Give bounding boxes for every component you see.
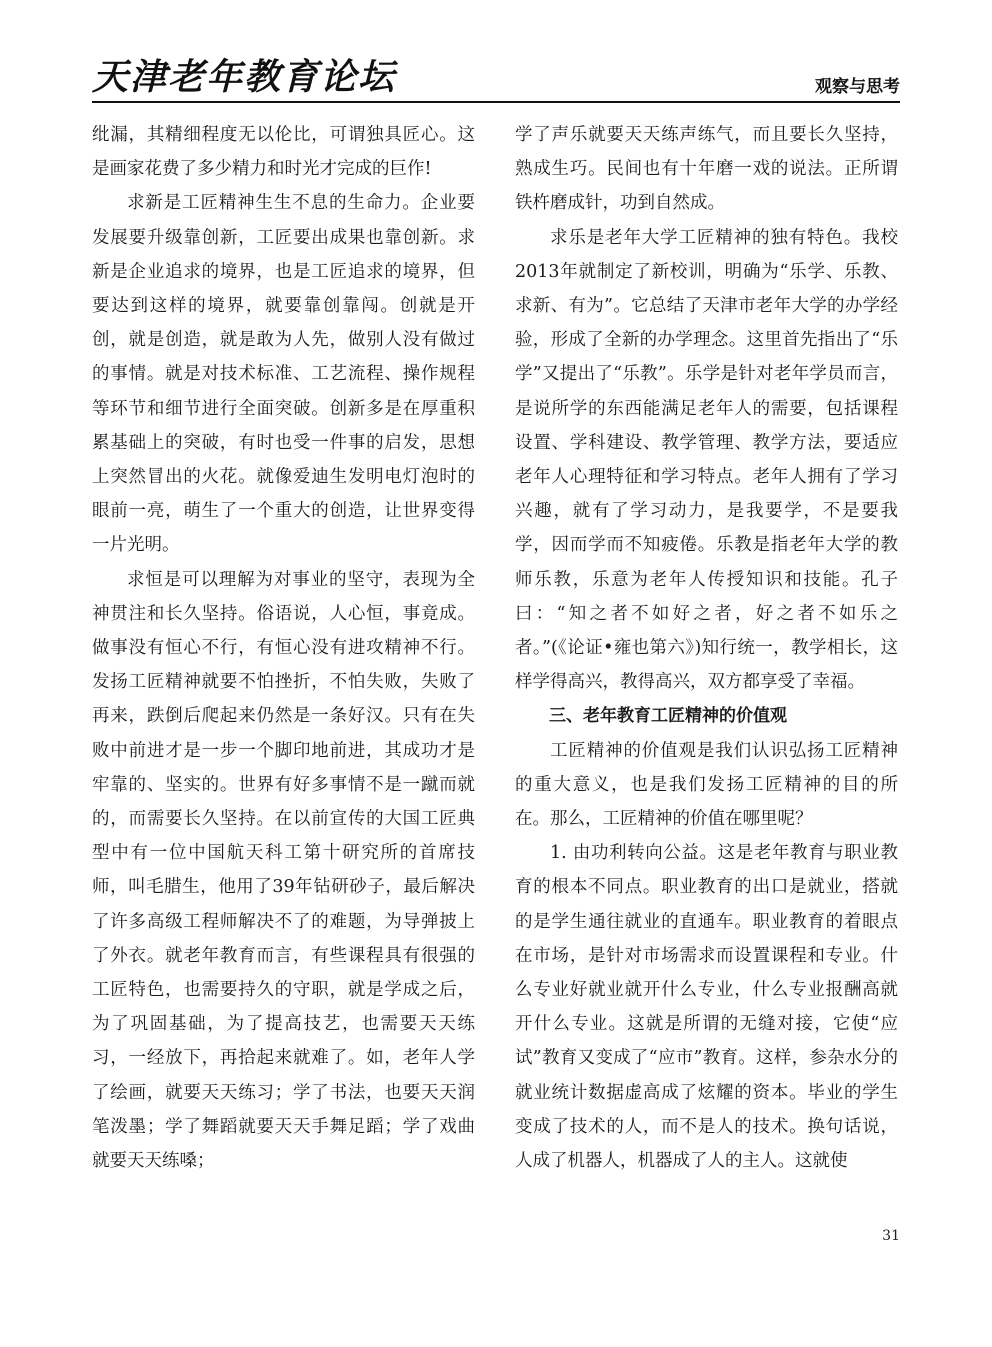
section-label: 观察与思考 [815, 77, 900, 97]
paragraph: 学了声乐就要天天练声练气，而且要长久坚持，熟成生巧。民间也有十年磨一戏的说法。正所谓铁杵磨成针，功到自然成。 [515, 125, 898, 214]
paragraph: 求乐是老年大学工匠精神的独有特色。我校2013年就制定了新校训，明确为“乐学、乐教、求新、有为”。它总结了天津市老年大学的办学经验，形成了全新的办学理念。这里首先指出了“乐学”又提出了“乐教”。乐学是针对老年学员而言，是说所学的东西能满足老年人的需要，包括课程设置、学科建设、教学管理、教学方法，要适应老年人心理特征和学习特点。老年人拥有了学习兴趣，就有了学习动力，是我要学，不是要我学，因而学而不知疲倦。乐教是指老年大学的教师乐教，乐意为老年人传授知识和技能。孔子曰：“知之者不如好之者，好之者不如乐之者。”(《论证•雍也第六》)知行统一，教学相长，这样学得高兴，教得高兴，双方都享受了幸福。 [515, 227, 898, 693]
paragraph: 工匠精神的价值观是我们认识弘扬工匠精神的重大意义，也是我们发扬工匠精神的目的所在。那么，工匠精神的价值在哪里呢？ [515, 740, 898, 830]
right-column [515, 118, 898, 1178]
paragraph: 1. 由功利转向公益。这是老年教育与职业教育的根本不同点。职业教育的出口是就业，搭就的是学生通往就业的直通车。职业教育的着眼点在市场，是针对市场需求而设置课程和专业。什么专业好就业就开什么专业，什么专业报酬高就开什么专业。这就是所谓的无缝对接，它使“应试”教育又变成了“应市”教育。这样，参杂水分的就业统计数据虚高成了炫耀的资本。毕业的学生变成了技术的人，而不是人的技术。换句话说，人成了机器人，机器成了人的主人。这就使 [515, 843, 898, 1172]
header-divider [92, 101, 900, 103]
left-column [92, 118, 475, 1178]
page-number: 31 [882, 1228, 900, 1244]
paragraph: 纰漏，其精细程度无以伦比，可谓独具匠心。这是画家花费了多少精力和时光才完成的巨作! [92, 125, 475, 180]
paragraph: 求新是工匠精神生生不息的生命力。企业要发展要升级靠创新，工匠要出成果也靠创新。求新是企业追求的境界，也是工匠追求的境界，但要达到这样的境界，就要靠创靠闯。创就是开创，就是创造，就是敢为人先，做别人没有做过的事情。就是对技术标准、工艺流程、操作规程等环节和细节进行全面突破。创新多是在厚重积累基础上的突破，有时也受一件事的启发，思想上突然冒出的火花。就像爱迪生发明电灯泡时的眼前一亮，萌生了一个重大的创造，让世界变得一片光明。 [92, 193, 475, 556]
paragraph: 求恒是可以理解为对事业的坚守，表现为全神贯注和长久坚持。俗语说，人心恒，事竟成。做事没有恒心不行，有恒心没有进攻精神不行。发扬工匠精神就要不怕挫折，不怕失败，失败了再来，跌倒后爬起来仍然是一条好汉。只有在失败中前进才是一步一个脚印地前进，其成功才是牢靠的、坚实的。世界有好多事情不是一蹴而就的，而需要长久坚持。在以前宣传的大国工匠典型中有一位中国航天科工第十研究所的首席技师，叫毛腊生，他用了39年钻研砂子，最后解决了许多高级工程师解决不了的难题，为导弹披上了外衣。就老年教育而言，有些课程具有很强的工匠特色，也需要持久的守职，就是学成之后，为了巩固基础，为了提高技艺，也需要天天练习，一经放下，再拾起来就难了。如，老年人学了绘画，就要天天练习；学了书法，也要天天润笔泼墨；学了舞蹈就要天天手舞足蹈；学了戏曲就要天天练嗓； [92, 569, 475, 1172]
journal-title-logo: 天津老年教育论坛 [92, 56, 397, 98]
section-heading: 三、老年教育工匠精神的价值观 [549, 706, 787, 727]
